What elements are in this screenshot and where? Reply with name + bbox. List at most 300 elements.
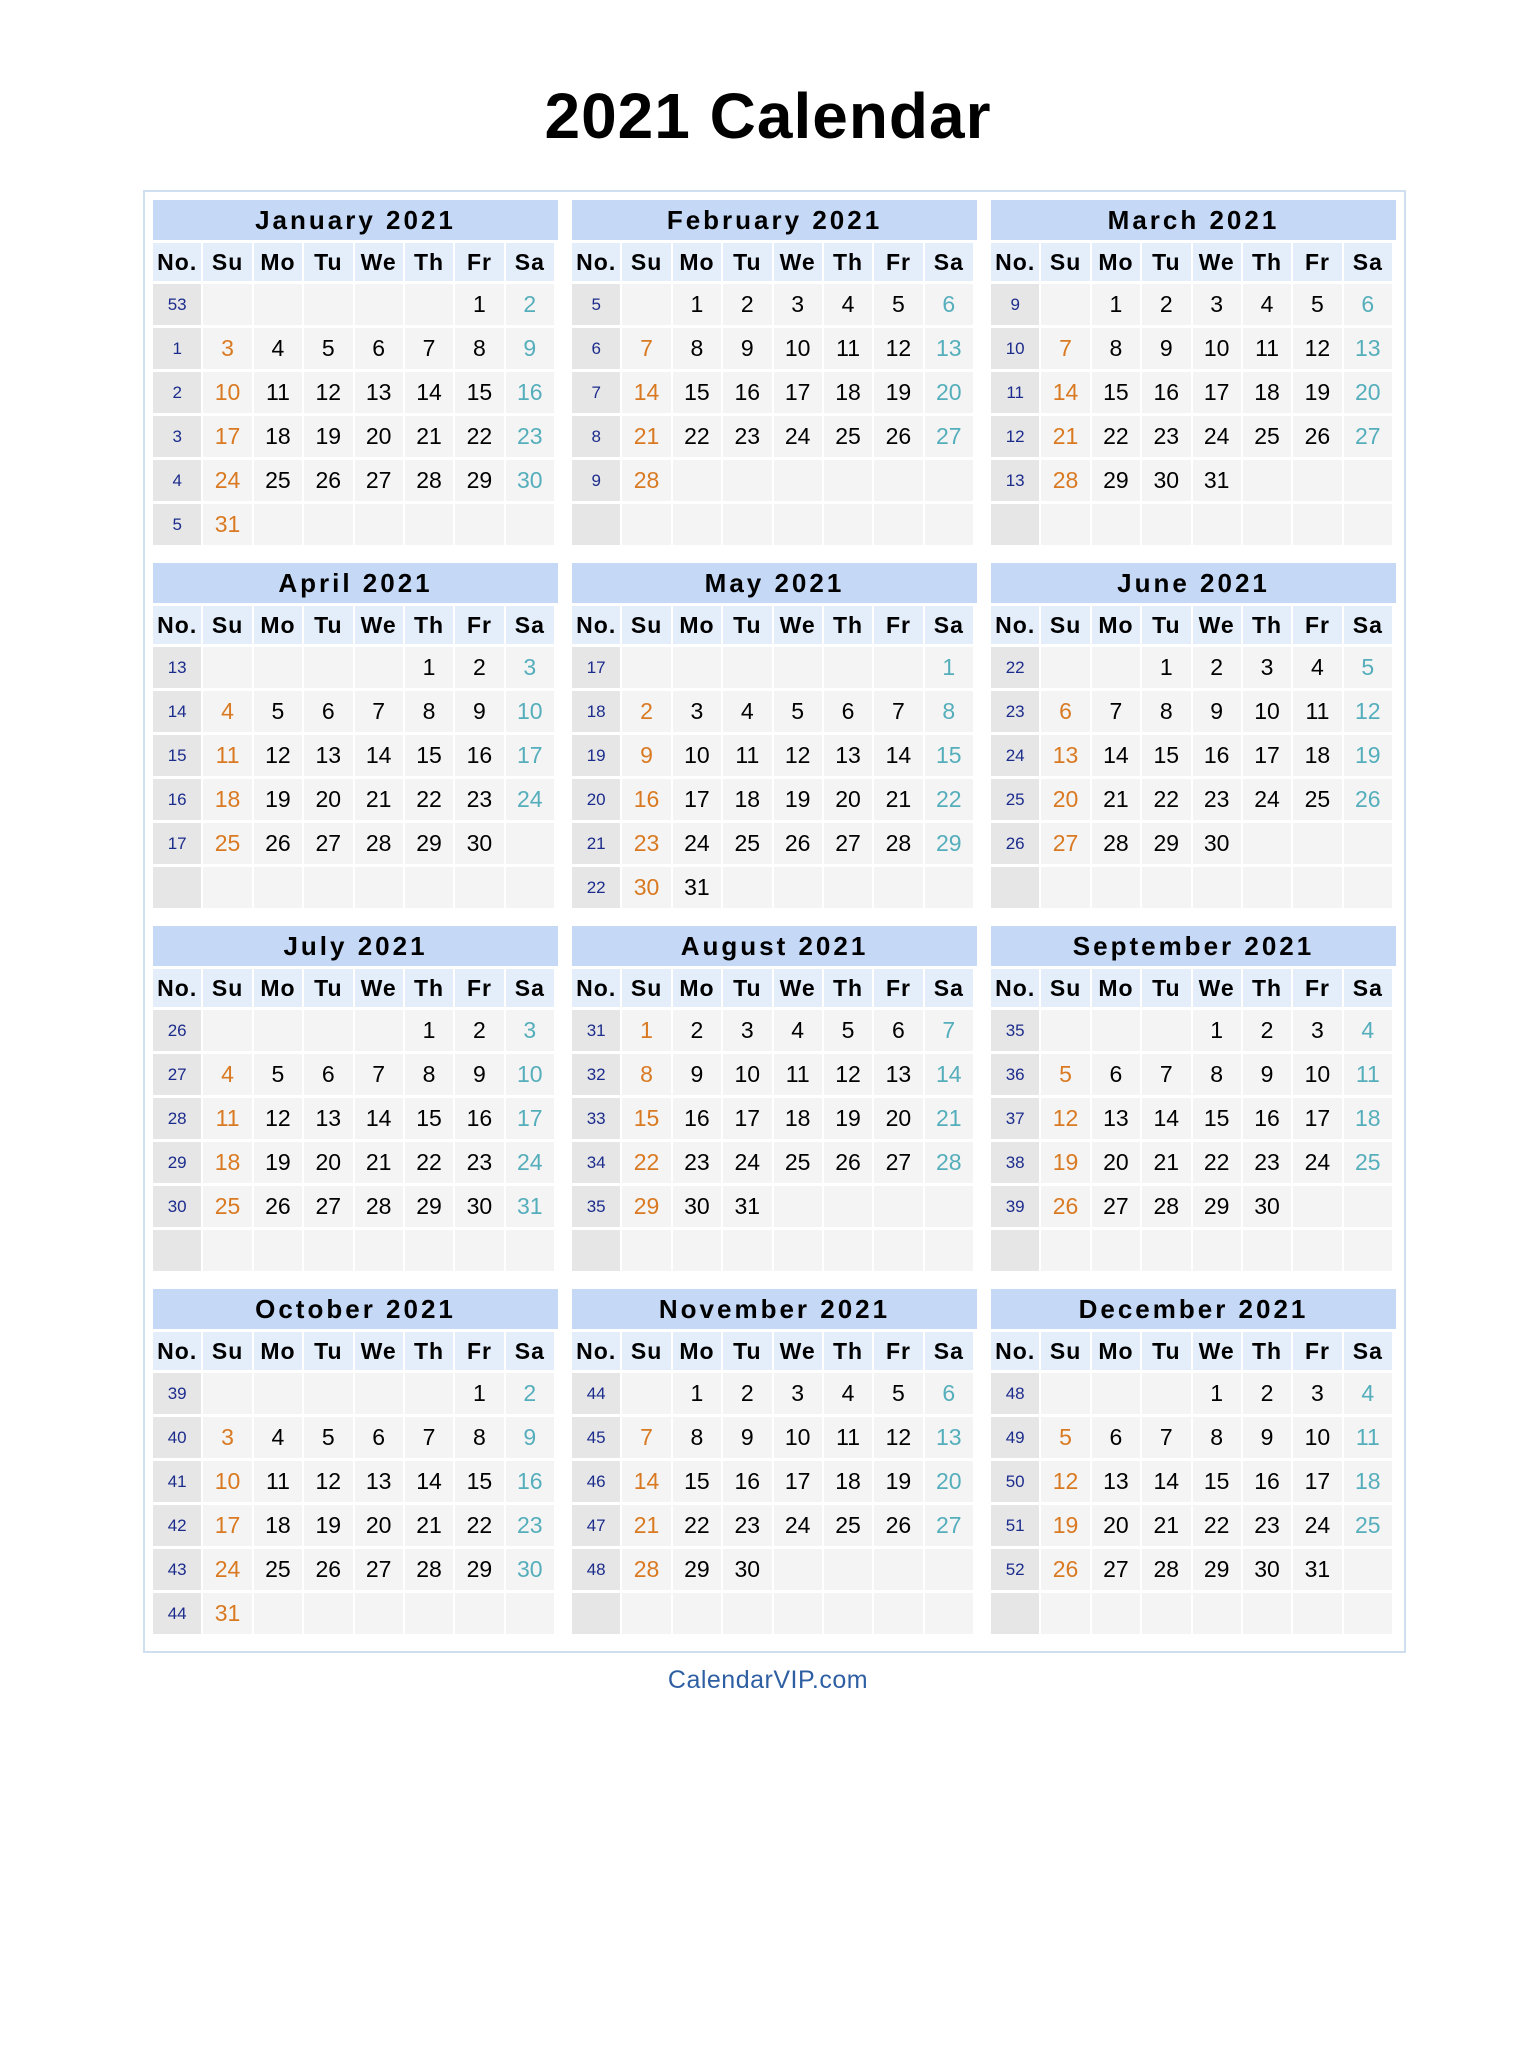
day-cell: 14	[1041, 372, 1089, 413]
day-cell: 13	[1092, 1098, 1140, 1139]
day-cell: 7	[925, 1010, 973, 1051]
day-cell: 6	[925, 1373, 973, 1414]
day-cell: 29	[1092, 460, 1140, 501]
day-cell: 10	[506, 691, 554, 732]
day-cell: 2	[506, 284, 554, 325]
day-cell	[405, 1230, 453, 1271]
day-cell: 28	[355, 823, 403, 864]
day-cell	[254, 504, 302, 545]
weekday-header: Mo	[254, 969, 302, 1007]
day-cell	[254, 1373, 302, 1414]
day-cell: 16	[1243, 1461, 1291, 1502]
week-number: 46	[572, 1461, 620, 1502]
day-cell: 9	[506, 328, 554, 369]
week-number: 25	[991, 779, 1039, 820]
week-row	[153, 867, 554, 908]
day-cell: 13	[304, 1098, 352, 1139]
weekday-header: Su	[1041, 1332, 1089, 1370]
day-cell: 19	[254, 1142, 302, 1183]
week-row	[991, 823, 1392, 864]
day-cell: 12	[254, 1098, 302, 1139]
day-cell: 14	[1142, 1098, 1190, 1139]
week-number	[153, 1230, 201, 1271]
day-cell: 11	[824, 1417, 872, 1458]
week-number: 26	[991, 823, 1039, 864]
day-cell: 22	[455, 416, 503, 457]
weekday-header: We	[1193, 606, 1241, 644]
day-cell: 23	[673, 1142, 721, 1183]
day-cell: 3	[673, 691, 721, 732]
week-row	[572, 284, 973, 325]
day-cell: 11	[774, 1054, 822, 1095]
day-cell	[1041, 1230, 1089, 1271]
day-cell: 22	[1142, 779, 1190, 820]
weekday-header: Sa	[506, 1332, 554, 1370]
week-row	[572, 1373, 973, 1414]
week-number: 24	[991, 735, 1039, 776]
week-row	[572, 372, 973, 413]
day-cell	[405, 1593, 453, 1634]
weekday-header: We	[774, 243, 822, 281]
day-cell: 27	[925, 1505, 973, 1546]
day-cell: 9	[723, 1417, 771, 1458]
day-cell	[355, 504, 403, 545]
day-cell	[1344, 504, 1392, 545]
day-cell: 27	[1092, 1549, 1140, 1590]
day-cell: 17	[1293, 1461, 1341, 1502]
week-number: 17	[153, 823, 201, 864]
day-cell: 2	[455, 1010, 503, 1051]
week-row	[572, 1549, 973, 1590]
month-block	[991, 200, 1396, 548]
week-number-header: No.	[991, 606, 1039, 644]
week-number-header: No.	[153, 969, 201, 1007]
day-cell	[1344, 1186, 1392, 1227]
week-number: 32	[572, 1054, 620, 1095]
day-cell: 28	[405, 1549, 453, 1590]
page-title: 2021 Calendar	[544, 80, 992, 152]
month-block	[572, 1289, 977, 1637]
day-cell	[1193, 504, 1241, 545]
week-number-header: No.	[572, 969, 620, 1007]
month-block	[572, 563, 977, 911]
day-cell: 29	[925, 823, 973, 864]
day-cell: 1	[455, 1373, 503, 1414]
day-cell: 11	[824, 328, 872, 369]
day-cell	[203, 1230, 251, 1271]
day-cell: 15	[673, 372, 721, 413]
day-cell: 23	[455, 779, 503, 820]
month-title: June 2021	[991, 563, 1396, 603]
weekday-header: Th	[824, 606, 872, 644]
day-cell: 19	[874, 372, 922, 413]
day-cell: 7	[1142, 1417, 1190, 1458]
day-cell: 30	[1142, 460, 1190, 501]
day-cell	[925, 867, 973, 908]
day-cell: 20	[925, 1461, 973, 1502]
weekday-header: Fr	[874, 606, 922, 644]
day-cell: 26	[254, 823, 302, 864]
day-cell: 30	[506, 460, 554, 501]
week-row	[991, 1417, 1392, 1458]
week-row	[153, 1010, 554, 1051]
day-cell: 3	[1293, 1010, 1341, 1051]
week-row	[572, 867, 973, 908]
day-cell: 17	[203, 416, 251, 457]
weekday-header: We	[355, 969, 403, 1007]
week-number	[572, 1230, 620, 1271]
day-cell	[723, 504, 771, 545]
day-cell: 10	[1193, 328, 1241, 369]
day-cell: 23	[506, 416, 554, 457]
week-row	[991, 1186, 1392, 1227]
day-cell: 22	[673, 1505, 721, 1546]
weekday-header: Mo	[1092, 606, 1140, 644]
week-row	[991, 328, 1392, 369]
day-cell: 20	[304, 779, 352, 820]
week-number: 35	[572, 1186, 620, 1227]
month-block	[991, 926, 1396, 1274]
day-cell: 14	[925, 1054, 973, 1095]
day-cell: 20	[874, 1098, 922, 1139]
day-cell: 17	[506, 1098, 554, 1139]
month-title: November 2021	[572, 1289, 977, 1329]
day-cell: 27	[925, 416, 973, 457]
day-cell	[304, 284, 352, 325]
day-cell: 16	[723, 1461, 771, 1502]
weekday-header: Su	[203, 969, 251, 1007]
day-cell: 24	[203, 1549, 251, 1590]
day-cell: 27	[874, 1142, 922, 1183]
day-cell: 31	[1293, 1549, 1341, 1590]
week-row	[991, 867, 1392, 908]
day-cell	[622, 504, 670, 545]
footer-link[interactable]: CalendarVIP.com	[667, 1666, 869, 1694]
week-number: 22	[572, 867, 620, 908]
day-cell	[203, 647, 251, 688]
day-cell: 19	[1293, 372, 1341, 413]
day-cell	[874, 1186, 922, 1227]
day-cell: 14	[1092, 735, 1140, 776]
weekday-header: Tu	[1142, 243, 1190, 281]
day-cell: 3	[506, 647, 554, 688]
week-number: 2	[153, 372, 201, 413]
day-cell: 3	[203, 328, 251, 369]
weekday-header: Th	[1243, 243, 1291, 281]
day-cell: 17	[673, 779, 721, 820]
day-cell: 27	[1092, 1186, 1140, 1227]
day-cell: 21	[355, 1142, 403, 1183]
week-number-header: No.	[572, 606, 620, 644]
day-cell: 28	[405, 460, 453, 501]
day-cell: 22	[673, 416, 721, 457]
day-cell: 5	[1041, 1417, 1089, 1458]
day-cell: 26	[874, 416, 922, 457]
day-cell: 28	[925, 1142, 973, 1183]
day-cell: 29	[673, 1549, 721, 1590]
month-table	[570, 240, 975, 548]
weekday-header: Fr	[874, 969, 922, 1007]
week-number: 6	[572, 328, 620, 369]
week-number: 42	[153, 1505, 201, 1546]
day-cell: 10	[203, 372, 251, 413]
day-cell: 21	[1142, 1505, 1190, 1546]
day-cell: 15	[1092, 372, 1140, 413]
weekday-header: Su	[622, 243, 670, 281]
day-cell: 30	[1243, 1186, 1291, 1227]
day-cell	[506, 504, 554, 545]
week-number	[991, 1593, 1039, 1634]
day-cell: 9	[622, 735, 670, 776]
day-cell	[1092, 504, 1140, 545]
day-cell	[824, 1593, 872, 1634]
week-number: 31	[572, 1010, 620, 1051]
day-cell	[673, 647, 721, 688]
day-cell: 15	[455, 372, 503, 413]
day-cell: 24	[1293, 1142, 1341, 1183]
day-cell: 3	[1243, 647, 1291, 688]
day-cell: 16	[506, 1461, 554, 1502]
weekday-header: Th	[405, 1332, 453, 1370]
day-cell: 21	[405, 416, 453, 457]
week-number: 48	[572, 1549, 620, 1590]
day-cell	[1293, 1186, 1341, 1227]
day-cell: 23	[723, 416, 771, 457]
month-block	[153, 200, 558, 548]
month-title: May 2021	[572, 563, 977, 603]
day-cell: 5	[254, 691, 302, 732]
day-cell: 7	[405, 1417, 453, 1458]
day-cell	[405, 1373, 453, 1414]
weekday-header: We	[1193, 969, 1241, 1007]
day-cell: 23	[1193, 779, 1241, 820]
day-cell: 7	[622, 328, 670, 369]
day-cell: 6	[1092, 1054, 1140, 1095]
day-cell	[774, 867, 822, 908]
day-cell: 11	[723, 735, 771, 776]
day-cell: 10	[1293, 1054, 1341, 1095]
weekday-header: Sa	[506, 606, 554, 644]
day-cell	[874, 867, 922, 908]
weekday-header: Su	[622, 606, 670, 644]
day-cell: 2	[1142, 284, 1190, 325]
day-cell: 18	[824, 372, 872, 413]
day-cell: 15	[925, 735, 973, 776]
day-cell: 9	[723, 328, 771, 369]
day-cell: 14	[874, 735, 922, 776]
day-cell: 26	[774, 823, 822, 864]
week-row	[572, 1417, 973, 1458]
day-cell: 25	[1243, 416, 1291, 457]
day-cell: 13	[824, 735, 872, 776]
day-cell	[304, 1373, 352, 1414]
day-cell: 1	[405, 1010, 453, 1051]
day-cell: 27	[355, 460, 403, 501]
day-cell	[506, 1593, 554, 1634]
month-table	[570, 603, 975, 911]
day-cell: 18	[254, 416, 302, 457]
day-cell: 31	[1193, 460, 1241, 501]
month-block	[153, 563, 558, 911]
day-cell: 15	[673, 1461, 721, 1502]
day-cell	[1142, 1373, 1190, 1414]
day-cell: 27	[1344, 416, 1392, 457]
day-cell: 8	[405, 691, 453, 732]
day-cell	[1041, 647, 1089, 688]
weekday-header: Su	[1041, 969, 1089, 1007]
day-cell: 25	[203, 1186, 251, 1227]
day-cell: 3	[203, 1417, 251, 1458]
day-cell	[405, 867, 453, 908]
week-row	[572, 1186, 973, 1227]
day-cell: 5	[1344, 647, 1392, 688]
day-cell: 7	[622, 1417, 670, 1458]
day-cell	[1142, 504, 1190, 545]
day-cell: 18	[203, 779, 251, 820]
months-grid	[153, 200, 1397, 1637]
day-cell	[925, 504, 973, 545]
day-cell: 25	[824, 416, 872, 457]
week-row	[572, 504, 973, 545]
weekday-header-row	[153, 969, 554, 1007]
week-number: 23	[991, 691, 1039, 732]
week-number: 41	[153, 1461, 201, 1502]
day-cell: 6	[355, 328, 403, 369]
day-cell: 18	[1344, 1461, 1392, 1502]
day-cell: 25	[1344, 1142, 1392, 1183]
day-cell: 15	[405, 1098, 453, 1139]
week-row	[991, 1505, 1392, 1546]
month-title: February 2021	[572, 200, 977, 240]
day-cell: 21	[874, 779, 922, 820]
day-cell: 20	[1092, 1142, 1140, 1183]
day-cell	[622, 1230, 670, 1271]
day-cell: 12	[774, 735, 822, 776]
day-cell: 18	[203, 1142, 251, 1183]
week-row	[572, 1010, 973, 1051]
day-cell: 9	[1142, 328, 1190, 369]
week-row	[991, 1373, 1392, 1414]
day-cell: 26	[254, 1186, 302, 1227]
day-cell	[774, 1549, 822, 1590]
day-cell	[304, 1230, 352, 1271]
week-row	[991, 460, 1392, 501]
day-cell	[405, 284, 453, 325]
week-row	[153, 372, 554, 413]
week-number: 5	[572, 284, 620, 325]
week-row	[991, 1142, 1392, 1183]
day-cell: 25	[254, 460, 302, 501]
day-cell: 10	[774, 1417, 822, 1458]
day-cell	[1092, 1593, 1140, 1634]
day-cell: 24	[774, 416, 822, 457]
week-number: 37	[991, 1098, 1039, 1139]
week-number: 44	[153, 1593, 201, 1634]
week-number: 14	[153, 691, 201, 732]
day-cell: 25	[723, 823, 771, 864]
day-cell: 30	[506, 1549, 554, 1590]
weekday-header: We	[1193, 1332, 1241, 1370]
day-cell	[254, 867, 302, 908]
week-number: 34	[572, 1142, 620, 1183]
week-number	[572, 504, 620, 545]
day-cell: 26	[1344, 779, 1392, 820]
month-block	[572, 926, 977, 1274]
week-number: 18	[572, 691, 620, 732]
week-row	[153, 1098, 554, 1139]
day-cell: 6	[925, 284, 973, 325]
month-table	[151, 1329, 556, 1637]
day-cell: 22	[622, 1142, 670, 1183]
day-cell: 8	[622, 1054, 670, 1095]
weekday-header: Sa	[506, 243, 554, 281]
day-cell: 22	[1092, 416, 1140, 457]
week-number: 39	[991, 1186, 1039, 1227]
day-cell: 29	[1193, 1549, 1241, 1590]
day-cell: 4	[203, 691, 251, 732]
day-cell: 24	[506, 779, 554, 820]
weekday-header: Fr	[1293, 969, 1341, 1007]
day-cell: 28	[622, 1549, 670, 1590]
week-number: 35	[991, 1010, 1039, 1051]
week-number-header: No.	[153, 1332, 201, 1370]
day-cell	[622, 1373, 670, 1414]
week-row	[153, 1142, 554, 1183]
day-cell	[723, 647, 771, 688]
week-row	[153, 823, 554, 864]
day-cell	[622, 1593, 670, 1634]
day-cell: 6	[1344, 284, 1392, 325]
day-cell	[254, 1593, 302, 1634]
day-cell: 20	[1041, 779, 1089, 820]
weekday-header: Sa	[925, 1332, 973, 1370]
day-cell: 29	[455, 1549, 503, 1590]
weekday-header: Th	[1243, 969, 1291, 1007]
weekday-header: Th	[824, 243, 872, 281]
day-cell: 22	[405, 1142, 453, 1183]
day-cell	[304, 1010, 352, 1051]
day-cell: 22	[1193, 1142, 1241, 1183]
day-cell: 7	[355, 1054, 403, 1095]
week-number: 50	[991, 1461, 1039, 1502]
day-cell: 27	[1041, 823, 1089, 864]
day-cell: 28	[874, 823, 922, 864]
day-cell: 4	[1243, 284, 1291, 325]
day-cell: 5	[304, 1417, 352, 1458]
day-cell	[824, 460, 872, 501]
week-number: 16	[153, 779, 201, 820]
day-cell: 2	[622, 691, 670, 732]
week-row	[153, 1461, 554, 1502]
week-number: 39	[153, 1373, 201, 1414]
day-cell: 26	[824, 1142, 872, 1183]
day-cell: 25	[254, 1549, 302, 1590]
weekday-header: Fr	[455, 969, 503, 1007]
day-cell: 30	[673, 1186, 721, 1227]
week-row	[991, 779, 1392, 820]
weekday-header: We	[774, 969, 822, 1007]
week-row	[991, 504, 1392, 545]
day-cell	[1293, 867, 1341, 908]
day-cell: 6	[824, 691, 872, 732]
day-cell: 19	[1344, 735, 1392, 776]
day-cell	[254, 647, 302, 688]
day-cell	[506, 1230, 554, 1271]
weekday-header: Fr	[1293, 1332, 1341, 1370]
week-number-header: No.	[991, 969, 1039, 1007]
day-cell: 8	[1193, 1054, 1241, 1095]
week-row	[153, 691, 554, 732]
